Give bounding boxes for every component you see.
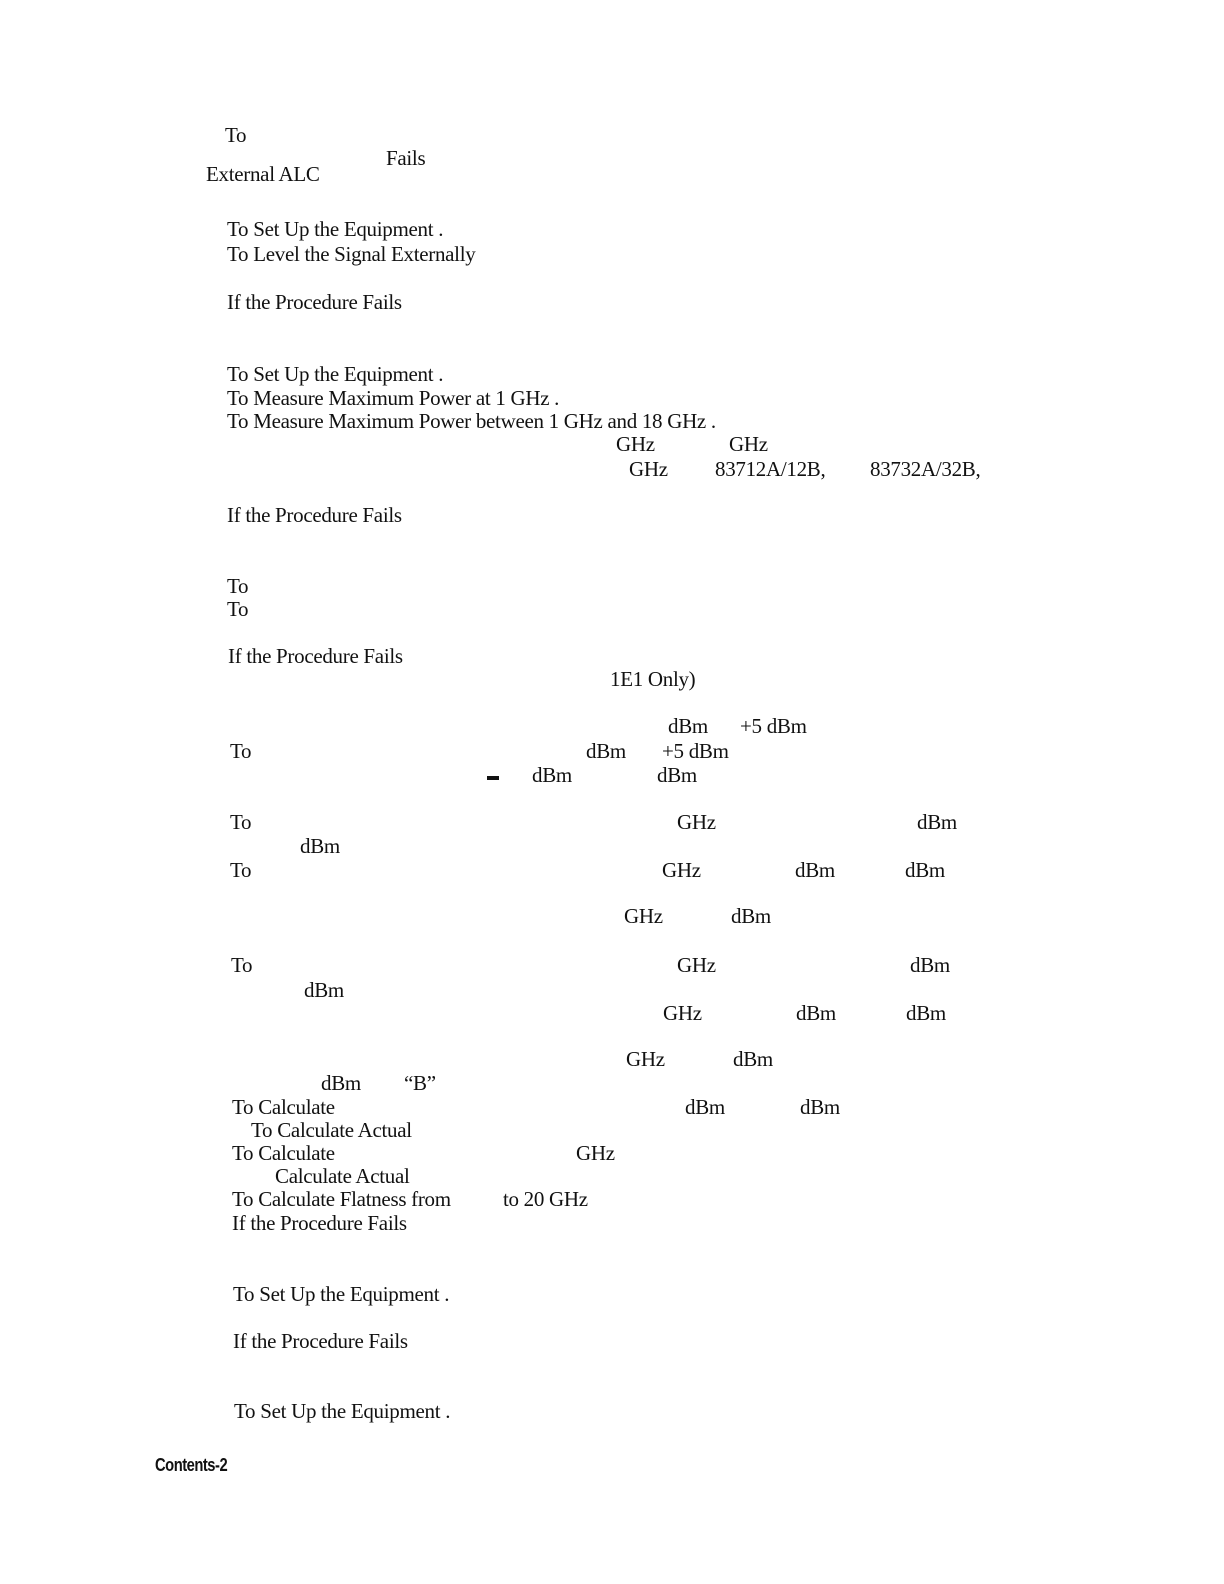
toc-entry[interactable]: To Calculate bbox=[232, 1095, 335, 1119]
toc-entry[interactable]: To Measure Maximum Power at 1 GHz . bbox=[227, 386, 560, 410]
toc-entry[interactable]: To Calculate Flatness from bbox=[232, 1187, 451, 1211]
toc-entry-fragment: GHz bbox=[624, 904, 663, 928]
toc-entry[interactable]: To Set Up the Equipment . bbox=[233, 1282, 450, 1306]
toc-entry-fragment: dBm bbox=[733, 1047, 773, 1071]
toc-entry-fragment: 1E1 Only) bbox=[610, 667, 696, 691]
toc-entry[interactable]: If the Procedure Fails bbox=[227, 503, 402, 527]
minus-sign-icon bbox=[487, 776, 499, 780]
toc-entry[interactable]: If the Procedure Fails bbox=[232, 1211, 407, 1235]
toc-entry-fragment: To bbox=[227, 574, 249, 598]
toc-section-title: External ALC bbox=[206, 162, 320, 186]
toc-entry-fragment: To bbox=[227, 597, 249, 621]
toc-entry-fragment: dBm bbox=[532, 763, 572, 787]
toc-entry-fragment: dBm bbox=[917, 810, 957, 834]
toc-entry[interactable]: To Set Up the Equipment . bbox=[234, 1399, 451, 1423]
toc-entry-fragment: dBm bbox=[586, 739, 626, 763]
toc-entry-fragment: +5 dBm bbox=[740, 714, 807, 738]
toc-entry-fragment: 83732A/32B, bbox=[870, 457, 981, 481]
toc-entry-fragment: dBm bbox=[668, 714, 708, 738]
toc-entry-fragment: “B” bbox=[404, 1071, 436, 1095]
toc-entry-fragment: to 20 GHz bbox=[503, 1187, 588, 1211]
toc-entry[interactable]: To Measure Maximum Power between 1 GHz and 18 GHz . bbox=[227, 409, 716, 433]
toc-entry[interactable]: If the Procedure Fails bbox=[233, 1329, 408, 1353]
toc-entry-fragment: GHz bbox=[677, 953, 716, 977]
toc-entry-fragment: To bbox=[230, 810, 252, 834]
toc-entry-fragment: GHz bbox=[662, 858, 701, 882]
toc-entry-fragment: To bbox=[231, 953, 253, 977]
toc-entry-fragment: dBm bbox=[796, 1001, 836, 1025]
toc-entry-fragment: +5 dBm bbox=[662, 739, 729, 763]
toc-entry-fragment: Fails bbox=[386, 146, 426, 170]
toc-entry[interactable]: To Set Up the Equipment . bbox=[227, 217, 444, 241]
toc-entry-fragment: dBm bbox=[906, 1001, 946, 1025]
toc-entry[interactable]: If the Procedure Fails bbox=[228, 644, 403, 668]
toc-entry-fragment: dBm bbox=[910, 953, 950, 977]
toc-entry-fragment: GHz bbox=[729, 432, 768, 456]
toc-entry-fragment: To bbox=[230, 739, 252, 763]
toc-entry[interactable]: To Calculate bbox=[232, 1141, 335, 1165]
toc-entry[interactable]: If the Procedure Fails bbox=[227, 290, 402, 314]
toc-entry-fragment: GHz bbox=[663, 1001, 702, 1025]
toc-entry[interactable]: To Calculate Actual bbox=[251, 1118, 412, 1142]
toc-entry-fragment: To bbox=[225, 123, 247, 147]
toc-entry-fragment: To bbox=[230, 858, 252, 882]
toc-entry[interactable]: Calculate Actual bbox=[275, 1164, 410, 1188]
toc-entry-fragment: dBm bbox=[657, 763, 697, 787]
toc-entry[interactable]: To Level the Signal Externally bbox=[227, 242, 476, 266]
toc-entry-fragment: dBm bbox=[731, 904, 771, 928]
toc-entry-fragment: dBm bbox=[300, 834, 340, 858]
toc-entry-fragment: dBm bbox=[321, 1071, 361, 1095]
toc-entry-fragment: GHz bbox=[616, 432, 655, 456]
toc-entry-fragment: dBm bbox=[304, 978, 344, 1002]
toc-entry-fragment: dBm bbox=[800, 1095, 840, 1119]
toc-entry-fragment: GHz bbox=[576, 1141, 615, 1165]
toc-entry-fragment: dBm bbox=[905, 858, 945, 882]
toc-entry-fragment: GHz bbox=[677, 810, 716, 834]
page-number-label: Contents-2 bbox=[155, 1455, 228, 1475]
toc-entry-fragment: dBm bbox=[795, 858, 835, 882]
toc-entry-fragment: GHz bbox=[629, 457, 668, 481]
toc-entry[interactable]: To Set Up the Equipment . bbox=[227, 362, 444, 386]
toc-entry-fragment: dBm bbox=[685, 1095, 725, 1119]
toc-entry-fragment: GHz bbox=[626, 1047, 665, 1071]
toc-entry-fragment: 83712A/12B, bbox=[715, 457, 826, 481]
